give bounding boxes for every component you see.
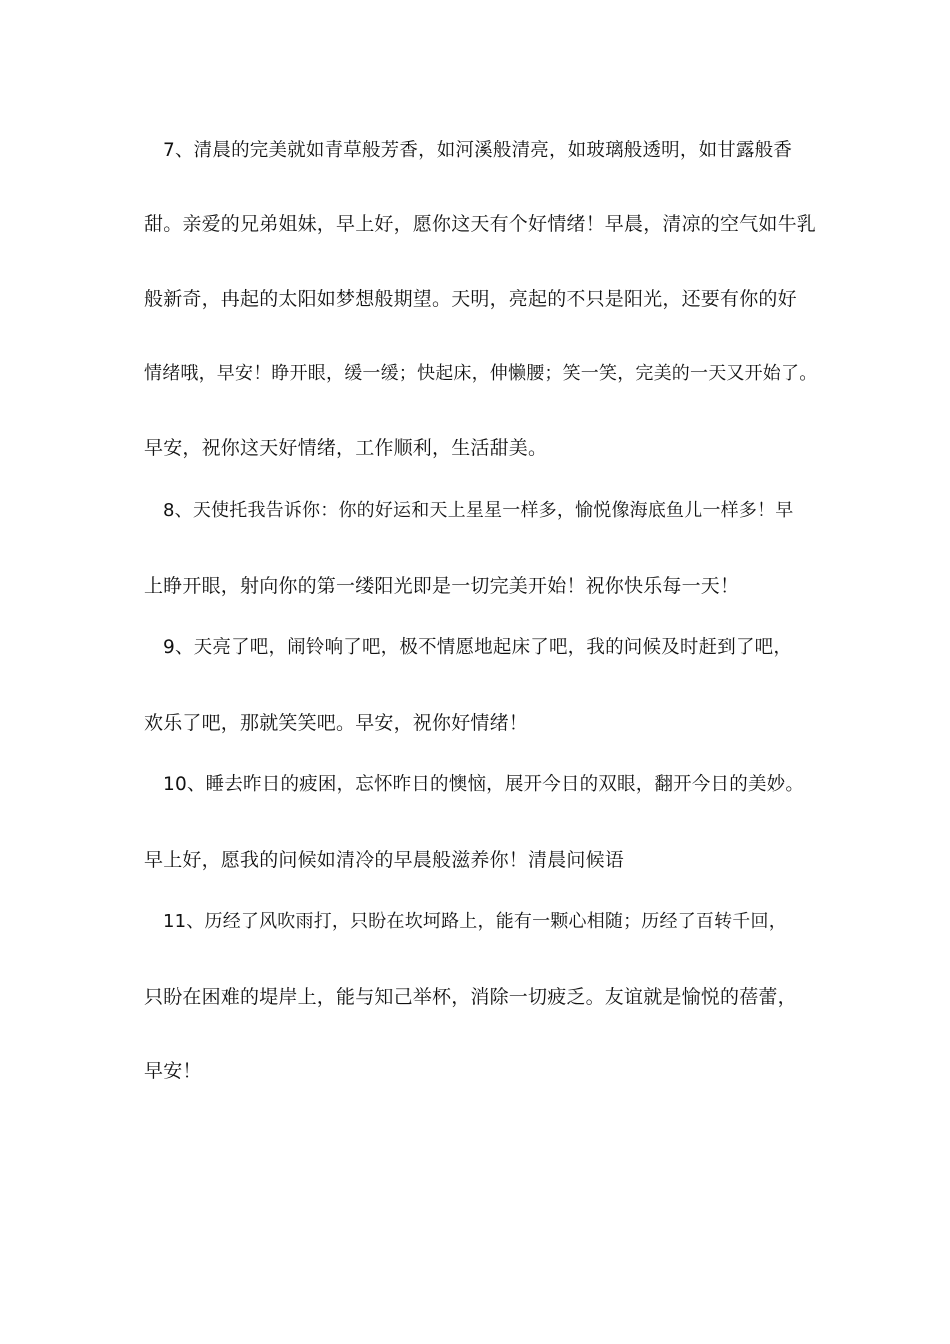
paragraph-11-line-3: 早安！: [144, 1060, 202, 1082]
paragraph-8-line-1: 8、天使托我告诉你：你的好运和天上星星一样多，愉悦像海底鱼儿一样多！早: [163, 500, 794, 521]
paragraph-10-line-2: 早上好，愿我的问候如清冷的早晨般滋养你！清晨问候语: [144, 849, 625, 871]
paragraph-9-line-1: 9、天亮了吧，闹铃响了吧，极不情愿地起床了吧，我的问候及时赶到了吧，: [163, 637, 793, 658]
paragraph-7-line-3: 般新奇，冉起的太阳如梦想般期望。天明，亮起的不只是阳光，还要有你的好: [144, 288, 797, 310]
paragraph-8-line-2: 上睁开眼，射向你的第一缕阳光即是一切完美开始！祝你快乐每一天！: [144, 575, 740, 597]
paragraph-7-line-5: 早安，祝你这天好情绪，工作顺利，生活甜美。: [144, 437, 548, 459]
paragraph-7-line-4: 情绪哦，早安！睁开眼，缓一缓；快起床，伸懒腰；笑一笑，完美的一天又开始了。: [144, 363, 818, 384]
paragraph-10-line-1: 10、睡去昨日的疲困，忘怀昨日的懊恼，展开今日的双眼，翻开今日的美妙。: [163, 774, 805, 795]
paragraph-7-line-1: 7、清晨的完美就如青草般芳香，如河溪般清亮，如玻璃般透明，如甘露般香: [163, 140, 793, 161]
paragraph-11-line-1: 11、历经了风吹雨打，只盼在坎坷路上，能有一颗心相随；历经了百转千回，: [163, 911, 787, 932]
paragraph-7-line-2: 甜。亲爱的兄弟姐妹，早上好，愿你这天有个好情绪！早晨，清凉的空气如牛乳: [144, 213, 817, 235]
paragraph-9-line-2: 欢乐了吧，那就笑笑吧。早安，祝你好情绪！: [144, 712, 529, 734]
paragraph-11-line-2: 只盼在困难的堤岸上，能与知己举杯，消除一切疲乏。友谊就是愉悦的蓓蕾，: [144, 986, 797, 1008]
